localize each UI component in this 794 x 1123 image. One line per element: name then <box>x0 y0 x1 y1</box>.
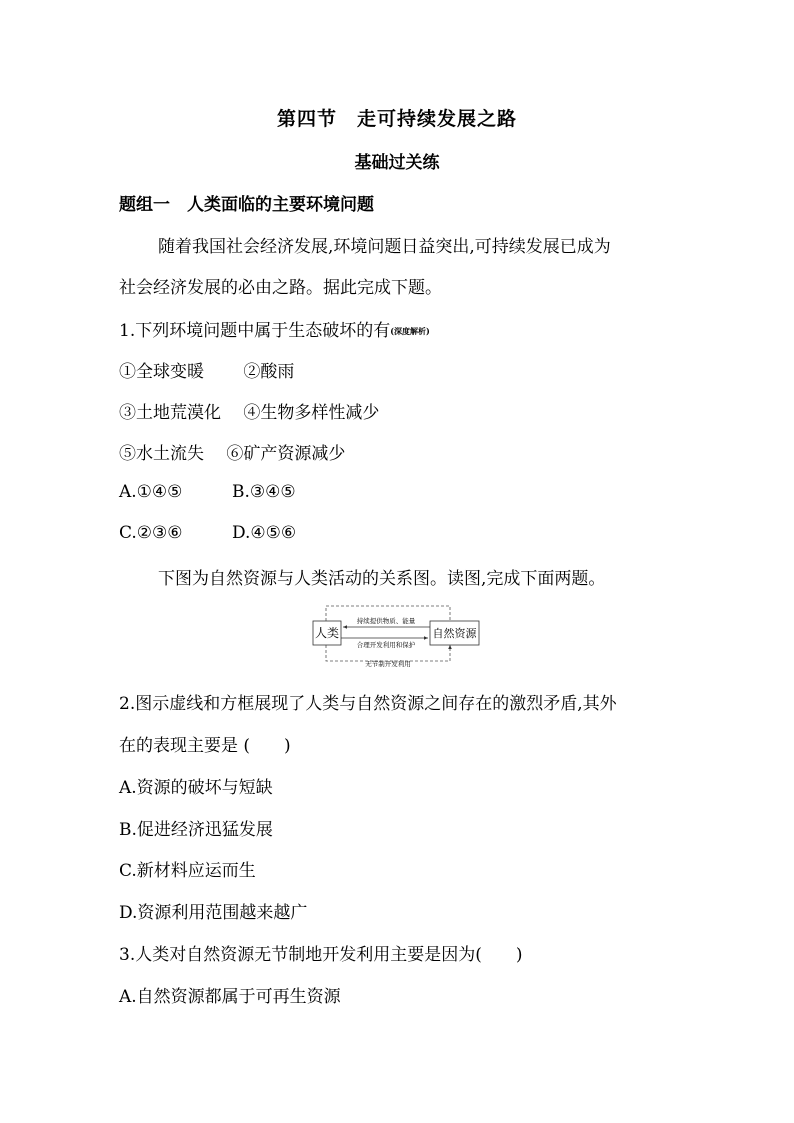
question-3-option-a: A.自然资源都属于可再生资源 <box>119 987 341 1007</box>
resource-relationship-diagram <box>312 601 480 667</box>
question-2-option-a: A.资源的破坏与短缺 <box>119 778 273 798</box>
question-1-items-row-1: ①全球变暖 ②酸雨 <box>119 362 295 382</box>
section-subtitle: 基础过关练 <box>354 153 440 173</box>
human-box-label: 人类 <box>314 626 340 640</box>
question-1-option-d: D.④⑤⑥ <box>232 523 297 543</box>
question-2-option-d: D.资源利用范围越来越广 <box>119 903 308 923</box>
resource-box-label: 自然资源 <box>432 627 477 640</box>
protect-arrow-label: 合理开发利用和保护 <box>356 641 416 649</box>
intro-line-1: 随着我国社会经济发展,环境问题日益突出,可持续发展已成为 <box>158 237 611 257</box>
question-1-option-b: B.③④⑤ <box>232 482 296 502</box>
protect-arrowhead <box>424 636 428 640</box>
supply-arrow-label: 持续提供物质、能量 <box>356 617 416 625</box>
group-title: 题组一 人类面临的主要环境问题 <box>119 195 374 215</box>
section-title: 第四节 走可持续发展之路 <box>276 108 517 130</box>
question-2-stem-line-1: 2.图示虚线和方框展现了人类与自然资源之间存在的激烈矛盾,其外 <box>119 694 617 714</box>
question-2-option-b: B.促进经济迅猛发展 <box>119 820 273 840</box>
analysis-tag: (深度解析) <box>390 326 430 336</box>
question-3-stem: 3.人类对自然资源无节制地开发利用主要是因为( ) <box>119 945 523 965</box>
question-1-option-c: C.②③⑥ <box>119 523 183 543</box>
overuse-arrow-label: 无节制开发利用 <box>365 660 411 667</box>
overuse-arrowhead <box>448 645 452 649</box>
intro-2: 下图为自然资源与人类活动的关系图。读图,完成下面两题。 <box>158 569 606 589</box>
question-1-items-row-3: ⑤水土流失 ⑥矿产资源减少 <box>119 444 346 464</box>
intro-line-2: 社会经济发展的必由之路。据此完成下题。 <box>119 278 442 298</box>
question-1-text: 1.下列环境问题中属于生态破坏的有 <box>119 321 391 341</box>
question-1-stem <box>119 316 430 341</box>
supply-arrowhead <box>343 625 347 629</box>
question-1-items-row-2: ③土地荒漠化 ④生物多样性减少 <box>119 403 380 423</box>
question-2-stem-line-2: 在的表现主要是 ( ) <box>119 736 291 756</box>
question-1-option-a: A.①④⑤ <box>119 482 183 502</box>
question-2-option-c: C.新材料应运而生 <box>119 861 256 881</box>
